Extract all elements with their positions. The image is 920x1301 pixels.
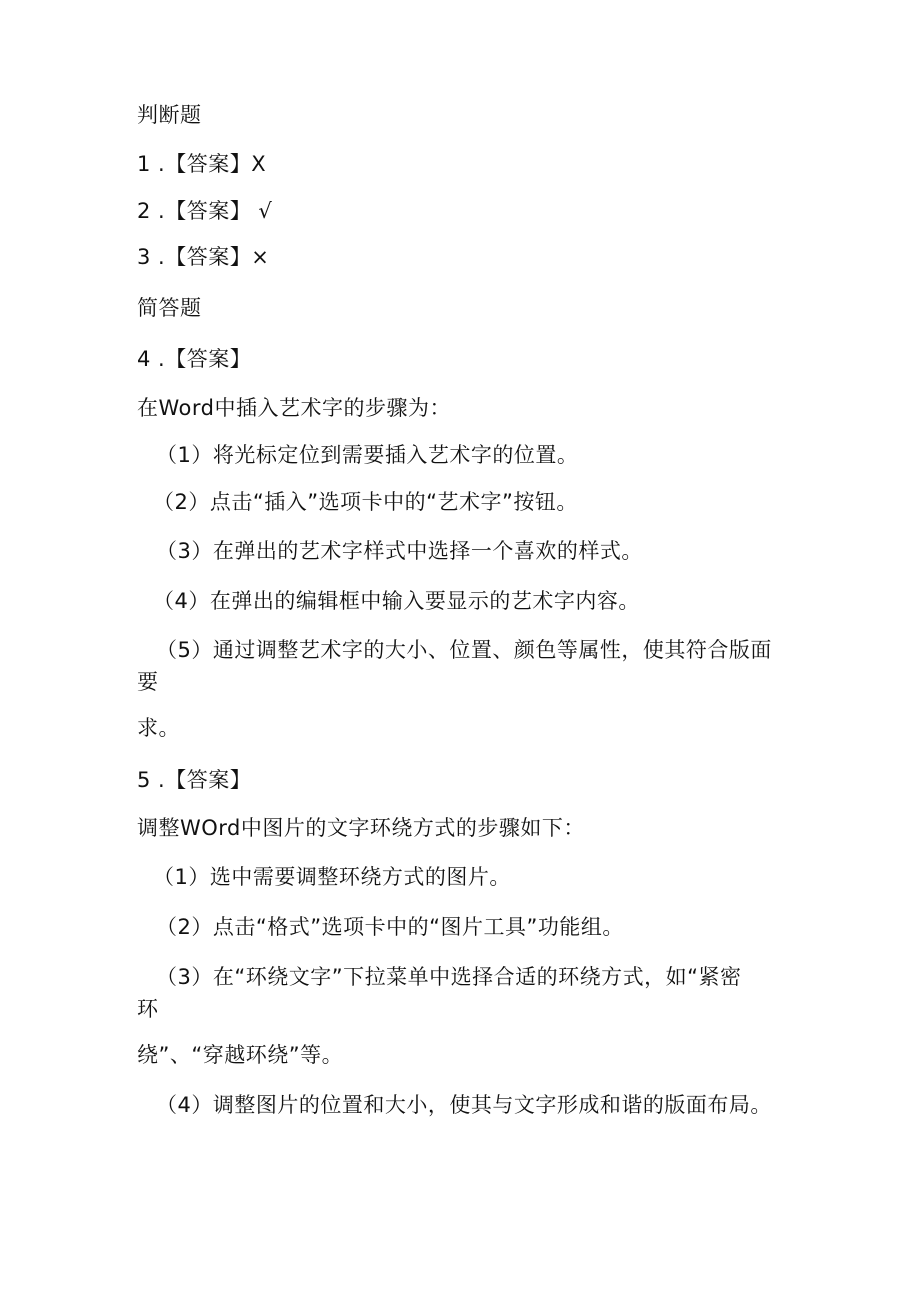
answer-3: 3 .【答案】× xyxy=(137,245,270,269)
answer-4-step-5-wrap-1: 要 xyxy=(137,670,159,694)
answer-1: 1 .【答案】X xyxy=(137,152,267,176)
answer-2: 2 .【答案】 √ xyxy=(137,199,273,223)
answer-5-step-1: （1）选中需要调整环绕方式的图片。 xyxy=(153,865,511,889)
answer-4-step-2: （2）点击“插入”选项卡中的“艺术字”按钮。 xyxy=(153,490,578,514)
answer-5-step-2: （2）点击“格式”选项卡中的“图片工具”功能组。 xyxy=(156,915,624,939)
answer-5-step-4: （4）调整图片的位置和大小，使其与文字形成和谐的版面布局。 xyxy=(156,1093,772,1117)
answer-4-step-5: （5）通过调整艺术字的大小、位置、颜色等属性，使其符合版面 xyxy=(156,638,772,662)
answer-4-step-4: （4）在弹出的编辑框中输入要显示的艺术字内容。 xyxy=(153,589,640,613)
answer-5-step-3-wrap-1: 环 xyxy=(137,997,159,1021)
section-title-judgment: 判断题 xyxy=(137,103,202,127)
answer-5-label: 5 .【答案】 xyxy=(137,768,252,792)
answer-4-step-3: （3）在弹出的艺术字样式中选择一个喜欢的样式。 xyxy=(156,539,643,563)
section-title-short-answer: 简答题 xyxy=(137,296,202,320)
answer-5-step-3-wrap-2: 绕”、“穿越环绕”等。 xyxy=(137,1043,344,1067)
answer-5-intro: 调整WOrd中图片的文字环绕方式的步骤如下： xyxy=(137,816,585,840)
answer-5-step-3: （3）在“环绕文字”下拉菜单中选择合适的环绕方式，如“紧密 xyxy=(156,965,742,989)
answer-4-label: 4 .【答案】 xyxy=(137,347,252,371)
answer-4-step-5-wrap-2: 求。 xyxy=(137,716,180,740)
answer-4-intro: 在Word中插入艺术字的步骤为： xyxy=(137,396,451,420)
answer-4-step-1: （1）将光标定位到需要插入艺术字的位置。 xyxy=(156,443,579,467)
